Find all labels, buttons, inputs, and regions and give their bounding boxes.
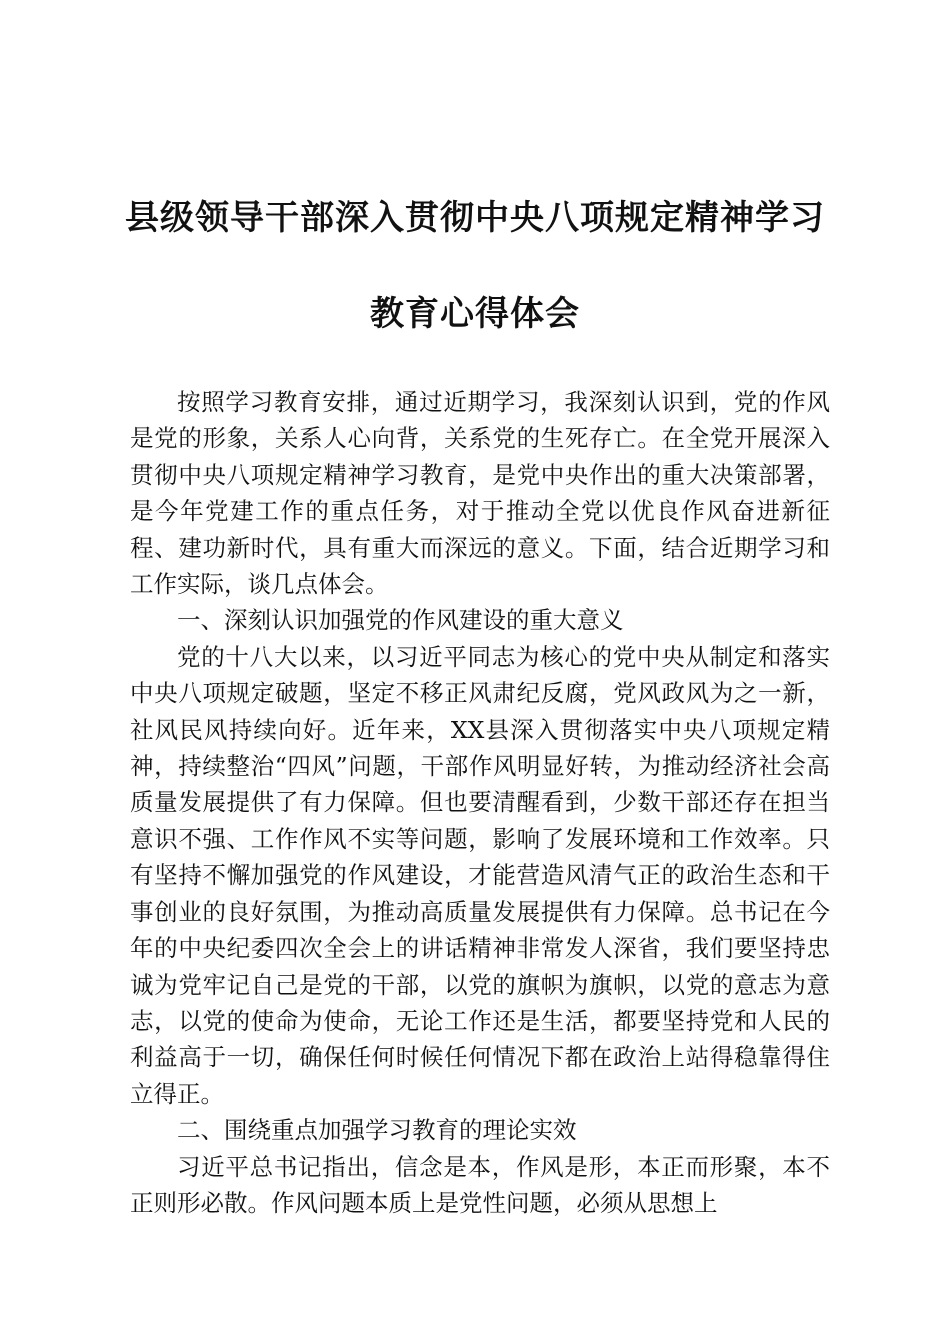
document-body — [130, 384, 830, 1221]
document-title-line-2: 教育心得体会 — [370, 294, 580, 334]
section-2-heading: 二、围绕重点加强学习教育的理论实效 — [177, 1116, 577, 1145]
section-1-paragraph: 党的十八大以来，以习近平同志为核心的党中央从制定和落实中央八项规定破题，坚定不移正风肃纪反腐，党风政风为之一新，社风民风持续向好。近年来，XX县深入贯彻落实中央八项规定精神，持续整治“四风”问题，干部作风明显好转，为推动经济社会高质量发展提供了有力保障。但也要清醒看到，少数干部还存在担当意识不强、工作作风不实等问题，影响了发展环境和工作效率。只有坚持不懈加强党的作风建设，才能营造风清气正的政治生态和干事创业的良好氛围，为推动高质量发展提供有力保障。总书记在今年的中央纪委四次全会上的讲话精神非常发人深省，我们要坚持忠诚为党牢记自己是党的干部，以党的旗帜为旗帜，以党的意志为意志，以党的使命为使命，无论工作还是生活，都要坚持党和人民的利益高于一切，确保任何时候任何情况下都在政治上站得稳靠得住立得正。 — [130, 642, 830, 1108]
section-2-paragraph: 习近平总书记指出，信念是本，作风是形，本正而形聚，本不正则形必散。作风问题本质上是党性问题，必须从思想上 — [130, 1152, 830, 1217]
section-1-heading: 一、深刻认识加强党的作风建设的重大意义 — [177, 606, 624, 635]
intro-paragraph: 按照学习教育安排，通过近期学习，我深刻认识到，党的作风是党的形象，关系人心向背，关系党的生死存亡。在全党开展深入贯彻中央八项规定精神学习教育，是党中央作出的重大决策部署，是今年党建工作的重点任务，对于推动全党以优良作风奋进新征程、建功新时代，具有重大而深远的意义。下面，结合近期学习和工作实际，谈几点体会。 — [130, 388, 830, 599]
document-title-line-1: 县级领导干部深入贯彻中央八项规定精神学习 — [125, 198, 825, 238]
